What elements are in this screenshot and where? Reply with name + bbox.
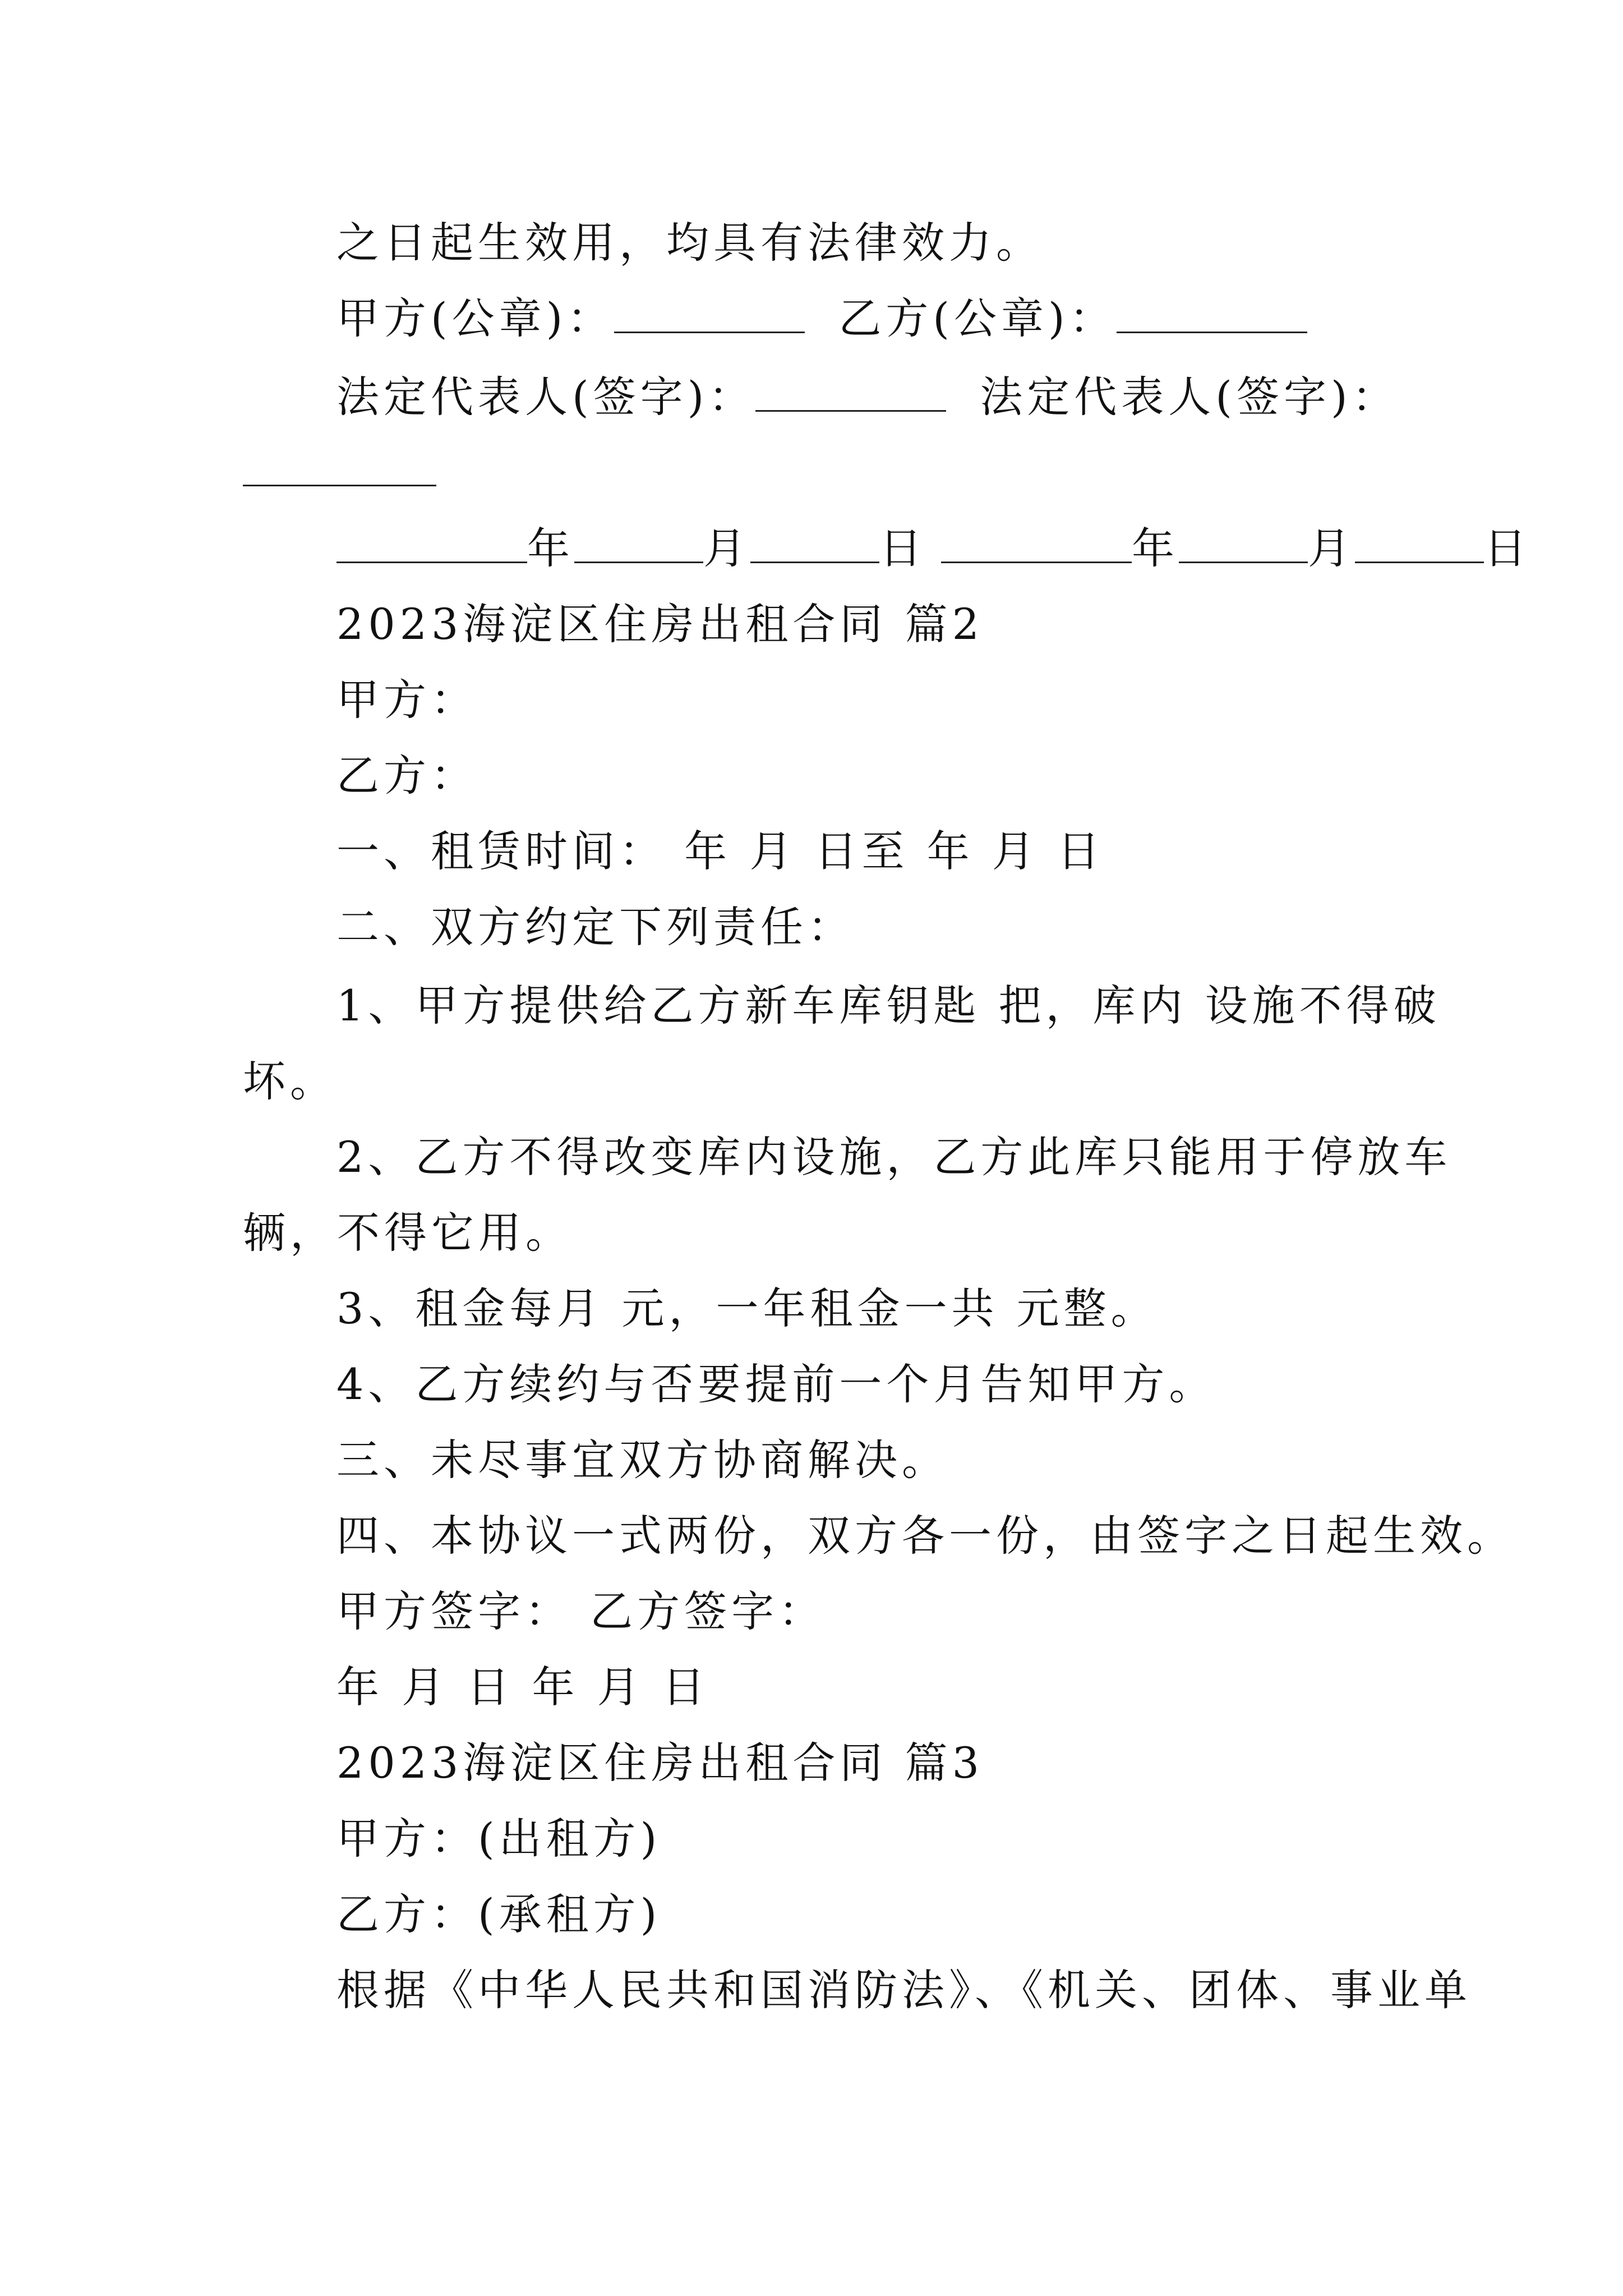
section-2-sign-dates: 年 月 日 年 月 日 xyxy=(336,1662,709,1712)
representative-line xyxy=(336,370,1399,424)
seal-line xyxy=(336,292,1307,346)
party-b-day-label: 日 xyxy=(1484,523,1531,573)
party-b-representative-blank xyxy=(243,482,436,486)
party-b-year-blank xyxy=(941,526,1132,563)
section-2-clause-4: 四、本协议一式两份，双方各一份，由签字之日起生效。 xyxy=(336,1511,1514,1561)
section-2-clause-3: 三、未尽事宜双方协商解决。 xyxy=(336,1435,949,1485)
party-a-day-label: 日 xyxy=(879,523,926,573)
section-2-duties-heading: 二、双方约定下列责任： xyxy=(336,902,855,952)
section-2-lease-term: 一、租赁时间： 年 月 日至 年 月 日 xyxy=(336,826,1104,876)
party-a-month-label: 月 xyxy=(703,523,750,573)
party-b-month-label: 月 xyxy=(1308,523,1355,573)
party-b-year-label: 年 xyxy=(1132,523,1179,573)
section-2-item-4: 4、乙方续约与否要提前一个月告知甲方。 xyxy=(336,1359,1216,1409)
section-2-item-3: 3、租金每月 元，一年租金一共 元整。 xyxy=(336,1283,1158,1333)
party-b-month-blank xyxy=(1179,526,1308,563)
party-b-seal-label: 乙方(公章)： xyxy=(838,293,1117,343)
party-a-seal-label: 甲方(公章)： xyxy=(336,293,615,343)
section-3-legal-basis: 根据《中华人民共和国消防法》、《机关、团体、事业单 xyxy=(336,1965,1472,2015)
party-a-representative-blank xyxy=(755,374,946,412)
section-2-party-b: 乙方： xyxy=(336,751,478,800)
party-b-day-blank xyxy=(1355,526,1484,563)
party-a-year-blank xyxy=(336,526,527,563)
date-line xyxy=(336,522,1531,576)
section-2-item-2-line-1: 2、乙方不得改变库内设施，乙方此库只能用于停放车 xyxy=(336,1132,1452,1182)
section-2-signatures: 甲方签字： 乙方签字： xyxy=(336,1586,826,1636)
section-2-item-2-line-2: 辆，不得它用。 xyxy=(243,1208,573,1258)
closing-line-effective: 之日起生效用，均具有法律效力。 xyxy=(336,218,1043,268)
party-a-seal-blank xyxy=(614,296,805,333)
section-2-title: 2023海淀区住房出租合同 篇2 xyxy=(336,599,984,649)
section-3-party-b: 乙方：(承租方) xyxy=(336,1889,662,1939)
section-3-title: 2023海淀区住房出租合同 篇3 xyxy=(336,1738,984,1788)
party-a-day-blank xyxy=(750,526,879,563)
section-2-item-1-line-2: 坏。 xyxy=(243,1056,337,1106)
party-a-year-label: 年 xyxy=(527,523,574,573)
party-a-month-blank xyxy=(574,526,703,563)
party-b-representative-label: 法定代表人(签字)： xyxy=(980,372,1399,422)
section-3-party-a: 甲方：(出租方) xyxy=(336,1814,662,1864)
party-a-representative-label: 法定代表人(签字)： xyxy=(336,372,756,422)
section-2-party-a: 甲方： xyxy=(336,675,478,725)
party-b-seal-blank xyxy=(1117,296,1307,333)
section-2-item-1-line-1: 1、甲方提供给乙方新车库钥匙 把，库内 设施不得破 xyxy=(336,981,1441,1030)
